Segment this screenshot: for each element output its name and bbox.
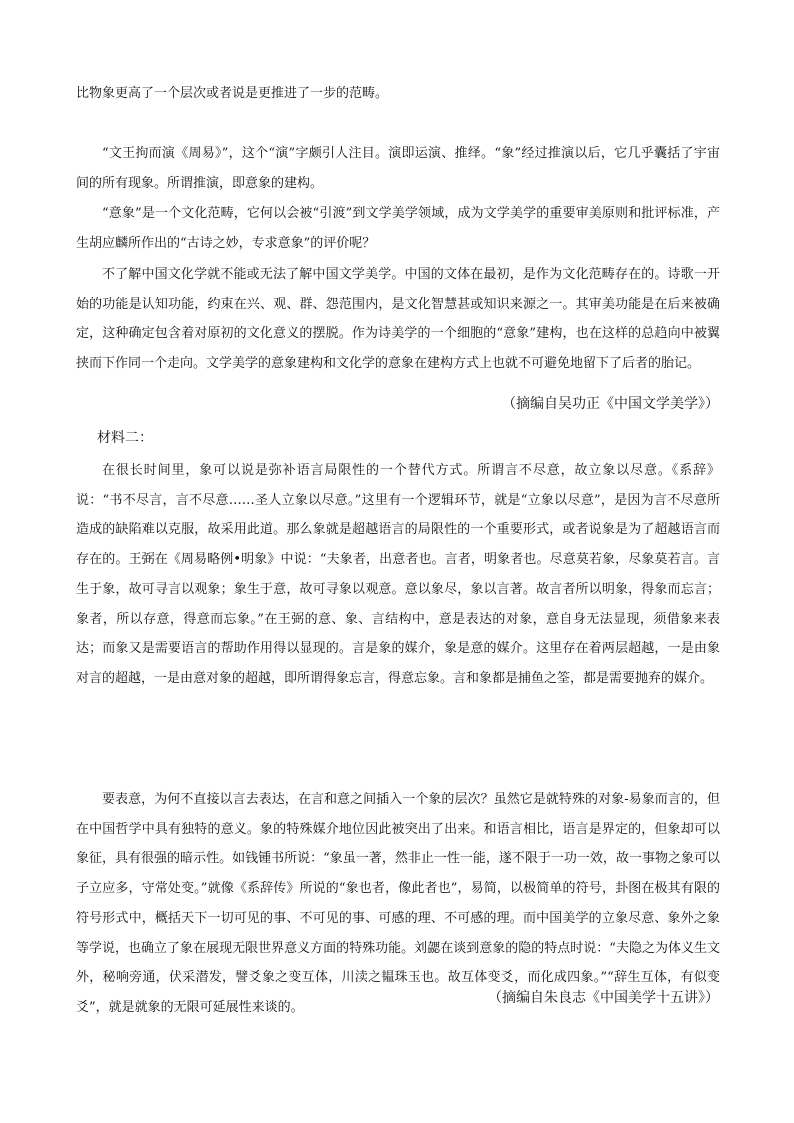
paragraph-continuation: 比物象更高了一个层次或者说是更推进了一步的范畴。: [76, 86, 389, 101]
paragraph-why-xiang: 要表意，为何不直接以言去表达，在言和意之间插入一个象的层次？虽然它是就特殊的对象-易象而言的，但在中国哲学中具有独特的意义。象的特殊媒介地位因此被突出了出来。和语言相比，语言是界定的，但象却可以象征，具有很强的暗示性。如钱锺书所说：“象虽一著，然非止一性一能，遂不限于一功一效，故一事物之象可以子立应多，守常处变。”就像《系辞传》所说的“象也者，像此者也”，易简，以极简单的符号，卦图在极其有限的符号形式中，概括天下一切可见的事、不可见的事、可感的理、不可感的理。而中国美学的立象尽意、象外之象等学说，也确立了象在展现无限世界意义方面的特殊功能。刘勰在谈到意象的隐的特点时说：“夫隐之为体义生文外，秘响旁通，伏采潜发，譬爻象之变互体，川渎之韫珠玉也。故互体变爻，而化成四象。”“辞生互体，有似变爻”，就是就象的无限可延展性来谈的。: [76, 792, 720, 1015]
paragraph-culture-literature: 不了解中国文化学就不能或无法了解中国文学美学。中国的文体在最初，是作为文化范畴存在的。诗歌一开始的功能是认知功能，约束在兴、观、群、怨范围内，是文化智慧甚或知识来源之一。其审美功能是在后来被确定，这种确定包含着对原初的文化意义的摆脱。作为诗美学的一个细胞的“意象”建构，也在这样的总趋向中被翼挟而下作同一个走向。文学美学的意象建构和文化学的意象在建构方式上也就不可避免地留下了后者的胎记。: [76, 267, 720, 372]
paragraph-xiang-substitute: 在很长时间里，象可以说是弥补语言局限性的一个替代方式。所谓言不尽意，故立象以尽意。《系辞》说：“书不尽言，言不尽意……圣人立象以尽意。”这里有一个逻辑环节，就是“立象以尽意”，是因为言不尽意所造成的缺陷难以克服，故采用此道。那么象就是超越语言的局限性的一个重要形式，或者说象是为了超越语言而存在的。王弼在《周易略例•明象》中说：“夫象者，出意者也。言者，明象者也。尽意莫若象，尽象莫若言。言生于象，故可寻言以观象；象生于意，故可寻象以观意。意以象尽，象以言著。故言者所以明象，得象而忘言；象者，所以存意，得意而忘象。”在王弼的意、象、言结构中，意是表达的对象，意自身无法显现，须借象来表达；而象又是需要语言的帮助作用得以显现的。言是象的媒介，象是意的媒介。这里存在着两层超越，一是由象对言的超越，一是由意对象的超越，即所谓得象忘言，得意忘象。言和象都是捕鱼之筌，都是需要抛弃的媒介。: [76, 463, 720, 686]
source-citation-2: （摘编自朱良志《中国美学十五讲》）: [488, 990, 719, 1006]
source-citation-1: （摘编自吴功正《中国文学美学》）: [502, 396, 719, 412]
paragraph-wenwang: “文王拘而演《周易》”，这个“演”字颇引人注目。演即运演、推绎。“象”经过推演以后，它几乎囊括了宇宙间的所有现象。所谓推演，即意象的建构。: [76, 146, 720, 191]
paragraph-yixiang-category: “意象”是一个文化范畴，它何以会被“引渡”到文学美学领域，成为文学美学的重要审美原则和批评标准，产生胡应麟所作出的“古诗之妙，专求意象”的评价呢？: [76, 206, 720, 251]
material-two-heading: 材料二：: [97, 430, 153, 446]
